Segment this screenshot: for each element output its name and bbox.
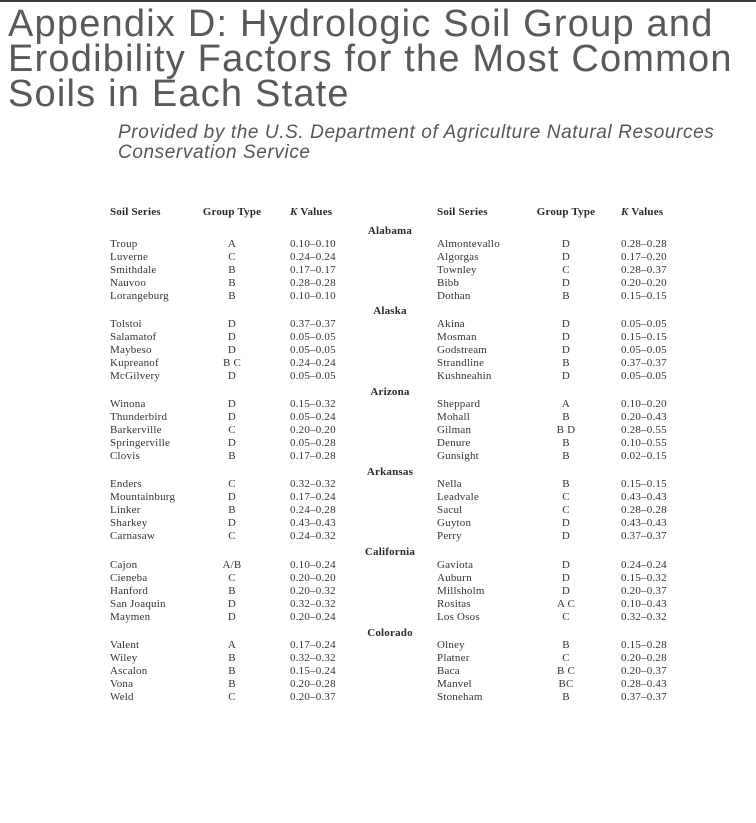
k-values-cell: 0.15–0.24 bbox=[290, 665, 336, 677]
k-values-cell: 0.24–0.32 bbox=[290, 530, 336, 543]
k-values-cell: 0.20–0.37 bbox=[290, 691, 336, 703]
k-values-cell: 0.05–0.05 bbox=[290, 330, 336, 343]
table-row bbox=[0, 572, 756, 585]
group-type-cell: C bbox=[228, 530, 236, 543]
group-type-cell: D bbox=[561, 330, 571, 343]
k-values-cell: 0.10–0.10 bbox=[290, 237, 336, 250]
group-type-cell: D bbox=[561, 584, 571, 597]
k-values-cell: 0.15–0.15 bbox=[621, 478, 667, 491]
group-type-cell: A/B bbox=[222, 558, 242, 571]
k-values-cell: 0.43–0.43 bbox=[621, 491, 667, 504]
group-type-cell: B C bbox=[222, 356, 242, 369]
soil-series-cell: Stoneham bbox=[437, 691, 483, 703]
table-row bbox=[0, 318, 756, 331]
k-values-cell: 0.10–0.55 bbox=[621, 437, 667, 450]
k-values-cell: 0.17–0.28 bbox=[290, 450, 336, 463]
k-values-cell: 0.20–0.37 bbox=[621, 665, 667, 677]
soil-series-cell: Troup bbox=[110, 237, 138, 250]
header-k-letter: K bbox=[621, 206, 629, 218]
soil-series-cell: Mosman bbox=[437, 330, 477, 343]
soil-series-cell: McGilvery bbox=[110, 369, 161, 382]
k-values-cell: 0.24–0.24 bbox=[290, 250, 336, 263]
group-type-cell: D bbox=[227, 330, 237, 343]
soil-series-cell: Enders bbox=[110, 478, 142, 491]
soil-series-cell: Auburn bbox=[437, 571, 472, 584]
soil-series-cell: Almontevallo bbox=[437, 237, 500, 250]
soil-series-cell: Mountainburg bbox=[110, 491, 176, 504]
table-row bbox=[0, 478, 756, 491]
soil-series-cell: Akina bbox=[437, 317, 465, 330]
k-values-cell: 0.17–0.17 bbox=[290, 263, 336, 276]
soil-series-cell: Gilman bbox=[437, 424, 472, 437]
group-type-cell: D bbox=[227, 343, 237, 356]
header-k-values-right bbox=[621, 206, 663, 219]
soil-series-cell: Smithdale bbox=[110, 263, 157, 276]
k-values-cell: 0.37–0.37 bbox=[621, 356, 667, 369]
soil-series-cell: Weld bbox=[110, 691, 134, 703]
soil-series-cell: Millsholm bbox=[437, 584, 485, 597]
soil-series-cell: Luverne bbox=[110, 250, 149, 263]
group-type-cell: A bbox=[227, 639, 237, 651]
k-values-cell: 0.43–0.43 bbox=[621, 517, 667, 530]
k-values-cell: 0.05–0.05 bbox=[290, 343, 336, 356]
table-row bbox=[0, 530, 756, 543]
table-row bbox=[0, 517, 756, 530]
table-row bbox=[0, 290, 756, 303]
soil-series-cell: Kupreanof bbox=[110, 356, 159, 369]
group-type-cell: A bbox=[227, 237, 237, 250]
table-row bbox=[0, 264, 756, 277]
group-type-cell: B bbox=[562, 289, 570, 302]
group-type-cell: D bbox=[561, 558, 571, 571]
group-type-cell: B D bbox=[556, 424, 576, 437]
group-type-cell: B bbox=[228, 504, 236, 517]
k-values-cell: 0.15–0.28 bbox=[621, 639, 667, 651]
group-type-cell: D bbox=[561, 276, 571, 289]
group-type-cell: D bbox=[227, 437, 237, 450]
title-line-1: Appendix D: Hydrologic Soil Group and bbox=[8, 3, 714, 45]
k-values-cell: 0.32–0.32 bbox=[290, 652, 336, 664]
state-label: Arkansas bbox=[366, 465, 414, 478]
group-type-cell: A bbox=[561, 398, 571, 411]
soil-series-cell: Clovis bbox=[110, 450, 140, 463]
k-values-cell: 0.20–0.28 bbox=[621, 652, 667, 664]
group-type-cell: C bbox=[228, 478, 236, 491]
soil-series-cell: Barkerville bbox=[110, 424, 162, 437]
soil-series-cell: Cieneba bbox=[110, 571, 148, 584]
k-values-cell: 0.05–0.05 bbox=[290, 369, 336, 382]
soil-series-cell: Maybeso bbox=[110, 343, 152, 356]
soil-series-cell: Nauvoo bbox=[110, 276, 147, 289]
k-values-cell: 0.20–0.20 bbox=[621, 276, 667, 289]
soil-series-cell: San Joaquin bbox=[110, 597, 166, 610]
k-values-cell: 0.32–0.32 bbox=[621, 610, 667, 623]
group-type-cell: B bbox=[228, 289, 236, 302]
soil-series-cell: Mohall bbox=[437, 411, 470, 424]
soil-series-cell: Gaviota bbox=[437, 558, 474, 571]
group-type-cell: D bbox=[227, 369, 237, 382]
k-values-cell: 0.15–0.32 bbox=[290, 398, 336, 411]
table-row bbox=[0, 678, 756, 691]
state-label: Arizona bbox=[370, 385, 410, 398]
table-row bbox=[0, 450, 756, 463]
k-values-cell: 0.37–0.37 bbox=[290, 317, 336, 330]
k-values-cell: 0.05–0.05 bbox=[621, 317, 667, 330]
group-type-cell: D bbox=[561, 250, 571, 263]
k-values-cell: 0.10–0.20 bbox=[621, 398, 667, 411]
header-group-type-left: Group Type bbox=[202, 206, 262, 218]
group-type-cell: BC bbox=[558, 678, 574, 690]
soil-series-cell: Perry bbox=[437, 530, 462, 543]
group-type-cell: C bbox=[228, 424, 236, 437]
k-values-cell: 0.15–0.15 bbox=[621, 289, 667, 302]
group-type-cell: C bbox=[562, 263, 570, 276]
k-values-cell: 0.17–0.24 bbox=[290, 639, 336, 651]
k-values-cell: 0.15–0.15 bbox=[621, 330, 667, 343]
k-values-cell: 0.24–0.24 bbox=[290, 356, 336, 369]
soil-series-cell: Springerville bbox=[110, 437, 171, 450]
title-line-2: Erodibility Factors for the Most Common bbox=[8, 38, 733, 80]
soil-series-cell: Gunsight bbox=[437, 450, 479, 463]
group-type-cell: A C bbox=[556, 597, 576, 610]
group-type-cell: B bbox=[228, 263, 236, 276]
k-values-cell: 0.17–0.24 bbox=[290, 491, 336, 504]
group-type-cell: D bbox=[227, 491, 237, 504]
table-row bbox=[0, 370, 756, 383]
state-label: Colorado bbox=[367, 626, 413, 639]
soil-series-cell: Denure bbox=[437, 437, 471, 450]
title-line-3: Soils in Each State bbox=[8, 73, 350, 115]
group-type-cell: D bbox=[561, 317, 571, 330]
soil-series-cell: Carnasaw bbox=[110, 530, 155, 543]
k-values-cell: 0.28–0.28 bbox=[621, 237, 667, 250]
header-k-rest: Values bbox=[631, 206, 664, 218]
k-values-cell: 0.37–0.37 bbox=[621, 530, 667, 543]
k-values-cell: 0.05–0.05 bbox=[621, 343, 667, 356]
k-values-cell: 0.05–0.28 bbox=[290, 437, 336, 450]
soil-series-cell: Sheppard bbox=[437, 398, 481, 411]
k-values-cell: 0.24–0.28 bbox=[290, 504, 336, 517]
soil-series-cell: Nella bbox=[437, 478, 462, 491]
group-type-cell: D bbox=[227, 597, 237, 610]
soil-series-cell: Leadvale bbox=[437, 491, 479, 504]
k-values-cell: 0.20–0.32 bbox=[290, 584, 336, 597]
k-values-cell: 0.28–0.28 bbox=[290, 276, 336, 289]
soil-series-cell: Hanford bbox=[110, 584, 149, 597]
header-soil-series-left: Soil Series bbox=[110, 206, 161, 218]
soil-series-cell: Valent bbox=[110, 639, 140, 651]
group-type-cell: C bbox=[562, 504, 570, 517]
soil-series-cell: Townley bbox=[437, 263, 477, 276]
k-values-cell: 0.28–0.43 bbox=[621, 678, 667, 690]
soil-series-cell: Linker bbox=[110, 504, 141, 517]
k-values-cell: 0.24–0.24 bbox=[621, 558, 667, 571]
group-type-cell: B bbox=[562, 411, 570, 424]
group-type-cell: C bbox=[228, 571, 236, 584]
soil-series-cell: Salamatof bbox=[110, 330, 157, 343]
group-type-cell: D bbox=[561, 571, 571, 584]
k-values-cell: 0.20–0.24 bbox=[290, 610, 336, 623]
table-row bbox=[0, 424, 756, 437]
group-type-cell: D bbox=[227, 317, 237, 330]
soil-series-cell: Algorgas bbox=[437, 250, 479, 263]
table-row bbox=[0, 331, 756, 344]
group-type-cell: B C bbox=[556, 665, 576, 677]
table-row bbox=[0, 585, 756, 598]
k-values-cell: 0.15–0.32 bbox=[621, 571, 667, 584]
k-values-cell: 0.05–0.24 bbox=[290, 411, 336, 424]
table-row bbox=[0, 491, 756, 504]
group-type-cell: B bbox=[228, 276, 236, 289]
group-type-cell: C bbox=[562, 652, 570, 664]
k-values-cell: 0.20–0.37 bbox=[621, 584, 667, 597]
soil-series-cell: Platner bbox=[437, 652, 470, 664]
soil-series-cell: Rositas bbox=[437, 597, 471, 610]
group-type-cell: C bbox=[228, 691, 236, 703]
header-k-values-left bbox=[290, 206, 332, 219]
subtitle-line-1: Provided by the U.S. Department of Agriculture Natural Resources bbox=[118, 122, 715, 143]
soil-series-cell: Sharkey bbox=[110, 517, 148, 530]
k-values-cell: 0.28–0.55 bbox=[621, 424, 667, 437]
k-values-cell: 0.32–0.32 bbox=[290, 478, 336, 491]
table-row bbox=[0, 598, 756, 611]
soil-series-cell: Los Osos bbox=[437, 610, 480, 623]
k-values-cell: 0.20–0.28 bbox=[290, 678, 336, 690]
table-header-row bbox=[0, 206, 756, 219]
k-values-cell: 0.10–0.10 bbox=[290, 289, 336, 302]
header-soil-series-right: Soil Series bbox=[437, 206, 488, 218]
k-values-cell: 0.20–0.20 bbox=[290, 571, 336, 584]
group-type-cell: D bbox=[561, 530, 571, 543]
group-type-cell: B bbox=[562, 639, 570, 651]
soil-series-cell: Winona bbox=[110, 398, 146, 411]
group-type-cell: B bbox=[562, 478, 570, 491]
table-row bbox=[0, 251, 756, 264]
k-values-cell: 0.10–0.43 bbox=[621, 597, 667, 610]
k-values-cell: 0.32–0.32 bbox=[290, 597, 336, 610]
group-type-cell: C bbox=[562, 491, 570, 504]
table-row bbox=[0, 639, 756, 652]
soil-series-cell: Olney bbox=[437, 639, 465, 651]
group-type-cell: D bbox=[561, 343, 571, 356]
k-values-cell: 0.10–0.24 bbox=[290, 558, 336, 571]
soil-series-cell: Wiley bbox=[110, 652, 138, 664]
k-values-cell: 0.43–0.43 bbox=[290, 517, 336, 530]
subtitle-line-2: Conservation Service bbox=[118, 142, 311, 163]
group-type-cell: B bbox=[562, 450, 570, 463]
state-label: California bbox=[364, 546, 416, 559]
soil-series-cell: Vona bbox=[110, 678, 134, 690]
k-values-cell: 0.20–0.43 bbox=[621, 411, 667, 424]
group-type-cell: B bbox=[562, 437, 570, 450]
soil-series-cell: Kushneahin bbox=[437, 369, 492, 382]
table-row bbox=[0, 398, 756, 411]
group-type-cell: B bbox=[228, 584, 236, 597]
group-type-cell: D bbox=[561, 517, 571, 530]
group-type-cell: D bbox=[227, 398, 237, 411]
group-type-cell: B bbox=[562, 691, 570, 703]
soil-series-cell: Thunderbird bbox=[110, 411, 168, 424]
soil-series-cell: Guyton bbox=[437, 517, 472, 530]
soil-series-cell: Godstream bbox=[437, 343, 488, 356]
table-row bbox=[0, 504, 756, 517]
soil-series-cell: Dothan bbox=[437, 289, 471, 302]
table-row bbox=[0, 357, 756, 370]
table-row bbox=[0, 277, 756, 290]
table-row bbox=[0, 559, 756, 572]
header-k-rest: Values bbox=[300, 206, 333, 218]
table-row bbox=[0, 691, 756, 704]
group-type-cell: C bbox=[228, 250, 236, 263]
table-row bbox=[0, 652, 756, 665]
table-row bbox=[0, 411, 756, 424]
group-type-cell: B bbox=[228, 678, 236, 690]
soil-series-cell: Cajon bbox=[110, 558, 138, 571]
group-type-cell: D bbox=[227, 411, 237, 424]
table-row bbox=[0, 611, 756, 624]
group-type-cell: D bbox=[227, 610, 237, 623]
state-label: Alaska bbox=[373, 305, 407, 318]
group-type-cell: B bbox=[228, 450, 236, 463]
header-k-letter: K bbox=[290, 206, 298, 218]
soil-series-cell: Strandline bbox=[437, 356, 485, 369]
header-group-type-right: Group Type bbox=[536, 206, 596, 218]
soil-series-cell: Baca bbox=[437, 665, 460, 677]
soil-series-cell: Tolstoi bbox=[110, 317, 142, 330]
group-type-cell: B bbox=[562, 356, 570, 369]
k-values-cell: 0.05–0.05 bbox=[621, 369, 667, 382]
table-row bbox=[0, 238, 756, 251]
k-values-cell: 0.28–0.28 bbox=[621, 504, 667, 517]
k-values-cell: 0.17–0.20 bbox=[621, 250, 667, 263]
table-row bbox=[0, 665, 756, 678]
group-type-cell: B bbox=[228, 652, 236, 664]
table-row bbox=[0, 344, 756, 357]
soil-series-cell: Maymen bbox=[110, 610, 151, 623]
soil-series-cell: Lorangeburg bbox=[110, 289, 169, 302]
k-values-cell: 0.28–0.37 bbox=[621, 263, 667, 276]
soil-series-cell: Bibb bbox=[437, 276, 460, 289]
soil-series-cell: Ascalon bbox=[110, 665, 148, 677]
group-type-cell: D bbox=[561, 369, 571, 382]
k-values-cell: 0.02–0.15 bbox=[621, 450, 667, 463]
k-values-cell: 0.37–0.37 bbox=[621, 691, 667, 703]
group-type-cell: C bbox=[562, 610, 570, 623]
table-row bbox=[0, 437, 756, 450]
soil-series-cell: Sacul bbox=[437, 504, 463, 517]
soil-series-cell: Manvel bbox=[437, 678, 472, 690]
group-type-cell: D bbox=[561, 237, 571, 250]
state-label: Alabama bbox=[367, 225, 413, 237]
group-type-cell: B bbox=[228, 665, 236, 677]
group-type-cell: D bbox=[227, 517, 237, 530]
k-values-cell: 0.20–0.20 bbox=[290, 424, 336, 437]
